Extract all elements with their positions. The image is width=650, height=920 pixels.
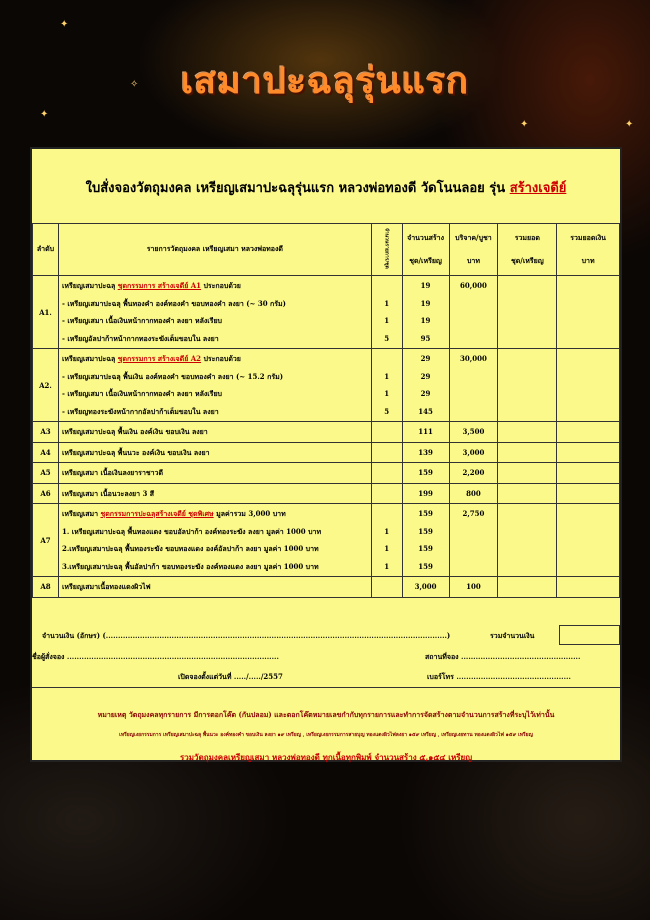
row-per-set [371, 463, 402, 484]
amount-words-field[interactable]: จำนวนเงิน (อักษร) (............................................................................................................................................) รวมจำนวนเงิน [42, 631, 535, 640]
star-decoration: ✦ [60, 19, 69, 30]
row-no: A6 [33, 483, 59, 504]
row-items [58, 442, 371, 463]
form-heading [32, 177, 620, 198]
row-per-set: 1 1 5 [371, 349, 402, 422]
row-per-set: 1 1 5 [371, 276, 402, 349]
row-price: 3,500 [449, 422, 498, 443]
item-line: เหรียญเสมา เนื้อนวะลงยา 3 สี [61, 488, 155, 498]
total-money-label: รวมจำนวนเงิน [490, 631, 535, 640]
row-per-set [371, 442, 402, 463]
row-qty: 139 [402, 442, 449, 463]
item-line: เหรียญเสมาปะฉลุ พื้นเงิน องค์เงิน ขอบเงิน ลงยา [61, 427, 208, 436]
row-price: 2,750 [449, 504, 498, 577]
row-price: 60,000 [449, 276, 498, 349]
header-total-order: รวมยอด ชุด/เหรียญ [498, 224, 557, 276]
row-items [58, 463, 371, 484]
item-line: 2.เหรียญเสมาปะฉลุ พื้นทองระฆัง ขอบทองแดง องค์อัลปาก้า ลงยา มูลค่า 1000 บาท [61, 544, 319, 553]
row-items [58, 504, 371, 577]
item-line: 3.เหรียญเสมาปะฉลุ พื้นอัลปาก้า ขอบทองระฆัง องค์ทองแดง ลงยา มูลค่า 1000 บาท [61, 561, 319, 571]
row-qty: 111 [402, 422, 449, 443]
table-row [33, 349, 620, 422]
row-total-order[interactable] [498, 422, 557, 443]
table-row [33, 483, 620, 504]
star-decoration: ✦ [520, 119, 529, 130]
orderer-name-field[interactable]: ชื่อผู้สั่งจอง ....................................................................................... [32, 652, 279, 661]
star-decoration: ✧ [130, 79, 139, 90]
row-per-set [371, 422, 402, 443]
row-items [58, 276, 371, 349]
item-line: เหรียญเสมาปะฉลุ ชุดกรรมการ สร้างเจดีย์ A2 ประกอบด้วย [61, 354, 241, 363]
row-items [58, 577, 371, 598]
table-row [33, 577, 620, 598]
row-no: A4 [33, 442, 59, 463]
row-items [58, 483, 371, 504]
item-line: - เหรียญเสมาปะฉลุ พื้นทองคำ องค์ทองคำ ขอบทองคำ ลงยา (~ 30 กรัม) [61, 298, 286, 308]
table-row [33, 442, 620, 463]
header-no: ลำดับ [33, 224, 59, 276]
row-price: 30,000 [449, 349, 498, 422]
row-qty: 3,000 [402, 577, 449, 598]
open-date-label: เปิดจองตั้งแต่วันที่ ...../...../2557 [178, 672, 283, 681]
row-total-money[interactable] [557, 442, 620, 463]
header-donation: บริจาค/บูชา บาท [449, 224, 498, 276]
item-line: - เหรียญอัลปาก้าหน้ากากทองระฆังเต็มขอบใน ลงยา [61, 333, 219, 343]
remark-line-2: เหรียญเงยกรรมการ เหรียญเสมาปะฉลุ พื้นนวะ องค์ทองคำ ขอบเงิน ลงยา ๑๙ เหรียญ , เหรียญเงยกรรมการสายบุญ ทองแดงผิวไฟลงยา ๑๕๙ เหรียญ , เหรียญเงยทาน ทองแดงผิวไฟ ๑๕๙ เหรียญ [119, 732, 533, 738]
row-qty: 29 29 29 145 [402, 349, 449, 422]
table-row [33, 422, 620, 443]
row-no: A5 [33, 463, 59, 484]
row-total-order[interactable] [498, 504, 557, 577]
row-per-set [371, 483, 402, 504]
item-line: เหรียญเสมา ชุดกรรมการปะฉลุสร้างเจดีย์ ชุดพิเศษ มูลค่ารวม 3,000 บาท [61, 509, 286, 518]
item-line: เหรียญเสมาปะฉลุ พื้นนวะ องค์เงิน ขอบเงิน ลงยา [61, 447, 210, 457]
order-table [32, 223, 620, 598]
row-total-money[interactable] [557, 422, 620, 443]
item-line: เหรียญเสมาปะฉลุ ชุดกรรมการ สร้างเจดีย์ A1 ประกอบด้วย [61, 281, 241, 290]
row-total-money[interactable] [557, 483, 620, 504]
row-total-money[interactable] [557, 463, 620, 484]
row-total-order[interactable] [498, 577, 557, 598]
row-no: A7 [33, 504, 59, 577]
row-items [58, 349, 371, 422]
row-total-order[interactable] [498, 442, 557, 463]
form-heading-underlined: สร้างเจดีย์ [509, 181, 567, 196]
row-total-order[interactable] [498, 483, 557, 504]
row-qty: 159 159 159 159 [402, 504, 449, 577]
row-qty: 159 [402, 463, 449, 484]
row-price: 3,000 [449, 442, 498, 463]
row-total-order[interactable] [498, 349, 557, 422]
row-total-order[interactable] [498, 463, 557, 484]
header-total-money: รวมยอดเงิน บาท [557, 224, 620, 276]
row-price: 2,200 [449, 463, 498, 484]
remark-section [32, 687, 620, 764]
row-price: 800 [449, 483, 498, 504]
row-no: A2. [33, 349, 59, 422]
item-line: - เหรียญทองระฆังหน้ากากอัลปาก้าเต็มขอบใน ลงยา [61, 406, 219, 416]
row-no: A1. [33, 276, 59, 349]
table-row [33, 504, 620, 577]
row-total-money[interactable] [557, 504, 620, 577]
star-decoration: ✦ [40, 109, 49, 120]
item-line: เหรียญเสมาเนื้อทองแดงผิวไฟ [61, 582, 151, 591]
row-no: A8 [33, 577, 59, 598]
form-heading-text: ใบสั่งจองวัตถุมงคล เหรียญเสมาปะฉลุรุ่นแรก หลวงพ่อทองดี วัดโนนลอย รุ่น [85, 181, 510, 196]
row-qty: 19 19 19 95 [402, 276, 449, 349]
item-line: - เหรียญเสมาปะฉลุ พื้นเงิน องค์ทองคำ ขอบทองคำ ลงยา (~ 15.2 กรัม) [61, 371, 284, 381]
item-line: 1. เหรียญเสมาปะฉลุ พื้นทองแดง ขอบอัลปาก้า องค์ทองระฆัง ลงยา มูลค่า 1000 บาท [61, 526, 322, 536]
row-total-money[interactable] [557, 577, 620, 598]
row-no: A3 [33, 422, 59, 443]
row-qty: 199 [402, 483, 449, 504]
table-row [33, 463, 620, 484]
row-total-order[interactable] [498, 276, 557, 349]
header-qty: จำนวนสร้าง ชุด/เหรียญ [402, 224, 449, 276]
item-line: เหรียญเสมา เนื้อเงินลงยาราชาวดี [61, 468, 164, 477]
page-title: เสมาปะฉลุรุ่นแรก [180, 61, 470, 102]
star-decoration: ✦ [625, 119, 634, 130]
header-per-set: จำนวนรายการ/ชุด [371, 224, 402, 276]
phone-field[interactable]: เบอร์โทร ............................................... [427, 672, 571, 681]
total-money-box[interactable] [559, 625, 620, 645]
remark-line-1: หมายเหตุ วัตถุมงคลทุกรายการ มีการตอกโค๊ต (กันปลอม) และตอกโค๊ตหมายเลขกำกับทุกรายการและทำการจัดสร้างตามจำนวนการสร้างที่ระบุไว้เท่านั้น [97, 710, 555, 719]
header-items: รายการวัตถุมงคล เหรียญเสมา หลวงพ่อทองดี [58, 224, 371, 276]
row-items [58, 422, 371, 443]
remark-total-line: รวมวัตถุมงคลเหรียญเสมา หลวงพ่อทองดี ทุกเนื้อทุกพิมพ์ จำนวนสร้าง ๕,๑๕๔ เหรียญ [179, 752, 473, 762]
row-price: 100 [449, 577, 498, 598]
item-line: - เหรียญเสมา เนื้อเงินหน้ากากทองคำ ลงยา หลังเรียบ [61, 389, 223, 398]
item-line: - เหรียญเสมา เนื้อเงินหน้ากากทองคำ ลงยา หลังเรียบ [61, 316, 223, 325]
row-per-set [371, 577, 402, 598]
row-total-money[interactable] [557, 276, 620, 349]
order-location-field[interactable]: สถานที่จอง ................................................. [425, 652, 581, 661]
row-total-money[interactable] [557, 349, 620, 422]
row-per-set: 1 1 1 [371, 504, 402, 577]
table-row [33, 276, 620, 349]
order-form-card [30, 147, 622, 762]
